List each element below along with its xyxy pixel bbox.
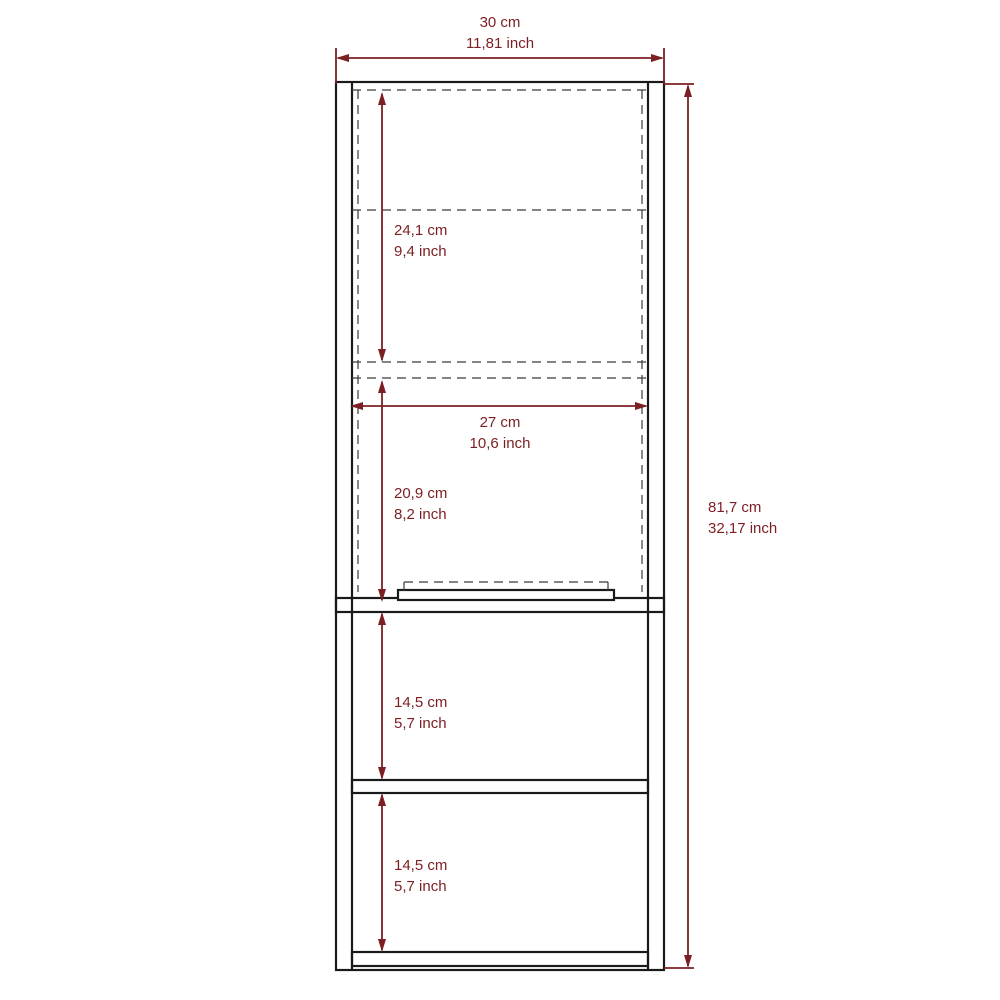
cabinet-body-outline — [336, 82, 664, 970]
door-handle-lip — [398, 590, 614, 600]
overall-width-inch: 11,81 inch — [465, 35, 535, 52]
dimension-overall-height — [664, 84, 694, 968]
lower-shelf-unit — [336, 598, 664, 966]
overall-width-cm: 30 cm — [479, 14, 521, 31]
dimension-upper-compartment-height — [378, 92, 386, 362]
upper-compartment-height-label — [394, 220, 554, 262]
dimension-shelf-one-height — [378, 612, 386, 780]
dimension-shelf-two-height — [378, 793, 386, 952]
interior-width-inch: 10,6 inch — [469, 435, 531, 452]
shelf-two-height-inch: 5,7 inch — [394, 878, 447, 895]
shelf-one-height-cm: 14,5 cm — [394, 694, 448, 711]
interior-width-label — [400, 412, 600, 454]
dimension-interior-width — [350, 402, 648, 410]
lower-upper-compartment-height-inch: 8,2 inch — [394, 506, 447, 523]
shelf-one-height-label — [394, 692, 554, 734]
shelf-one-height-inch: 5,7 inch — [394, 715, 447, 732]
upper-compartment-height-inch: 9,4 inch — [394, 243, 447, 260]
shelf-two-height-label — [394, 855, 554, 897]
lower-upper-compartment-height-cm: 20,9 cm — [394, 485, 448, 502]
upper-compartment-height-cm: 24,1 cm — [394, 222, 448, 239]
lower-upper-compartment-height-label — [394, 483, 554, 525]
overall-width-label — [400, 12, 600, 54]
shelf-two-height-cm: 14,5 cm — [394, 857, 448, 874]
overall-height-cm: 81,7 cm — [708, 499, 762, 516]
dimension-lower-upper-compartment-height — [378, 380, 386, 602]
overall-height-label — [708, 497, 888, 539]
interior-width-cm: 27 cm — [479, 414, 521, 431]
overall-height-inch: 32,17 inch — [708, 520, 778, 537]
